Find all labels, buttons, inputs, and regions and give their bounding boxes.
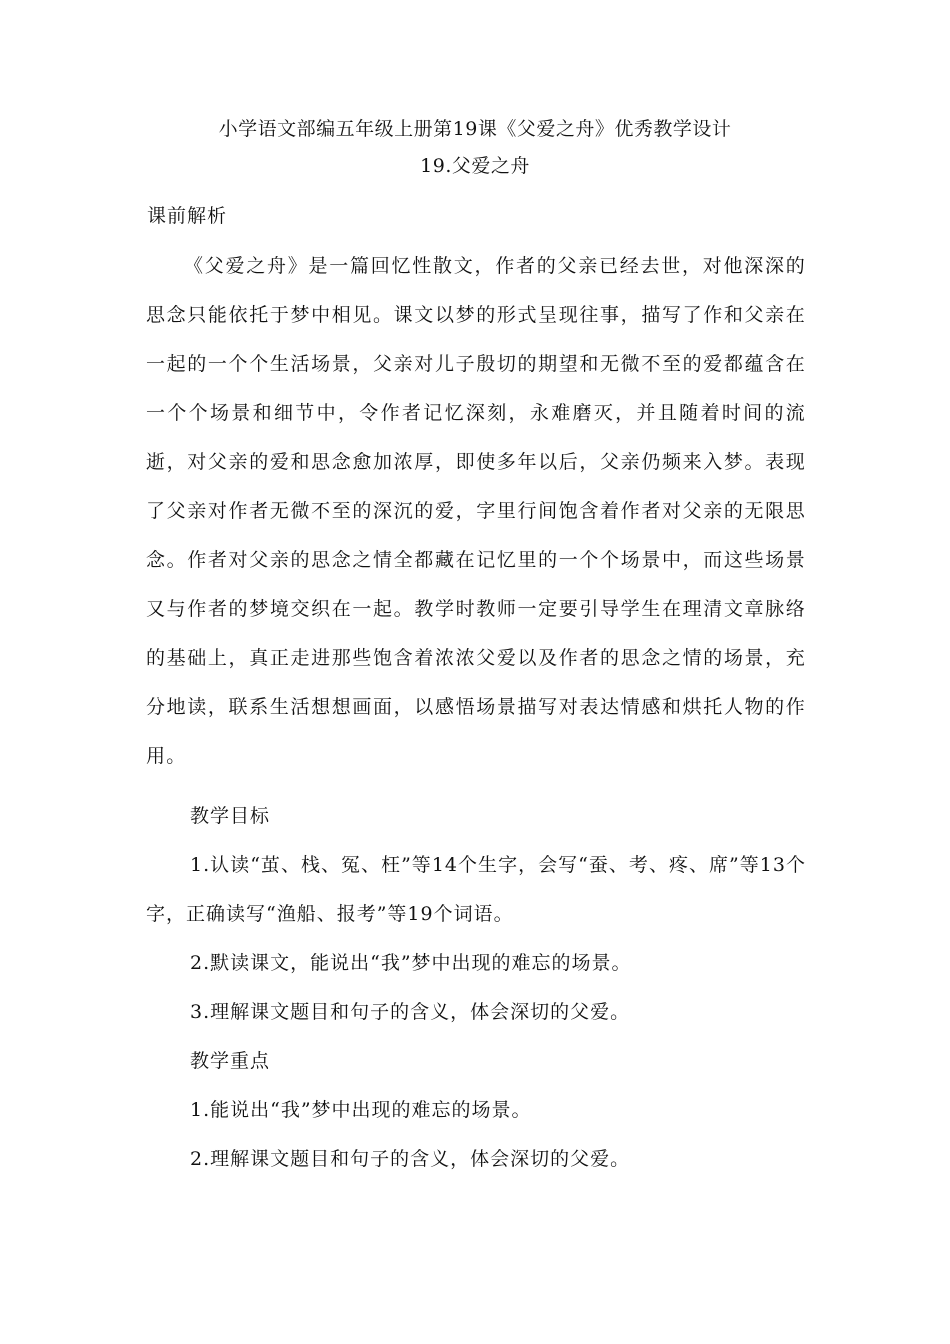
goal-item: 1.认读“茧、栈、冤、枉”等14个生字，会写“蚕、考、疼、席”等13个字，正确读写“渔船、报考”等19个词语。 bbox=[146, 854, 806, 925]
section-heading-analysis: 课前解析 bbox=[147, 205, 228, 227]
teaching-focus-section bbox=[146, 1037, 806, 1184]
focus-item: 2.理解课文题目和句子的含义，体会深切的父爱。 bbox=[190, 1148, 631, 1170]
teaching-goals-section bbox=[146, 792, 806, 1037]
section-heading-focus: 教学重点 bbox=[190, 1050, 271, 1072]
document-title: 小学语文部编五年级上册第19课《父爱之舟》优秀教学设计 bbox=[218, 118, 732, 140]
lesson-title: 19.父爱之舟 bbox=[420, 155, 530, 177]
goal-item: 2.默读课文，能说出“我”梦中出现的难忘的场景。 bbox=[190, 952, 632, 974]
focus-item: 1.能说出“我”梦中出现的难忘的场景。 bbox=[190, 1099, 532, 1121]
section-heading-goals: 教学目标 bbox=[190, 805, 271, 827]
analysis-paragraph: 《父爱之舟》是一篇回忆性散文，作者的父亲已经去世，对他深深的思念只能依托于梦中相见。课文以梦的形式呈现往事，描写了作和父亲在一起的一个个生活场景，父亲对儿子殷切的期望和无微不至的爱都蕴含在一个个场景和细节中，令作者记忆深刻，永难磨灭，并且随着时间的流逝，对父亲的爱和思念愈加浓厚，即使多年以后，父亲仍频来入梦。表现了父亲对作者无微不至的深沉的爱，字里行间饱含着作者对父亲的无限思念。作者对父亲的思念之情全都藏在记忆里的一个个场景中，而这些场景又与作者的梦境交织在一起。教学时教师一定要引导学生在理清文章脉络的基础上，真正走进那些饱含着浓浓父爱以及作者的思念之情的场景，充分地读，联系生活想想画面，以感悟场景描写对表达情感和烘托人物的作用。 bbox=[146, 255, 806, 767]
goal-item: 3.理解课文题目和句子的含义，体会深切的父爱。 bbox=[190, 1001, 631, 1023]
